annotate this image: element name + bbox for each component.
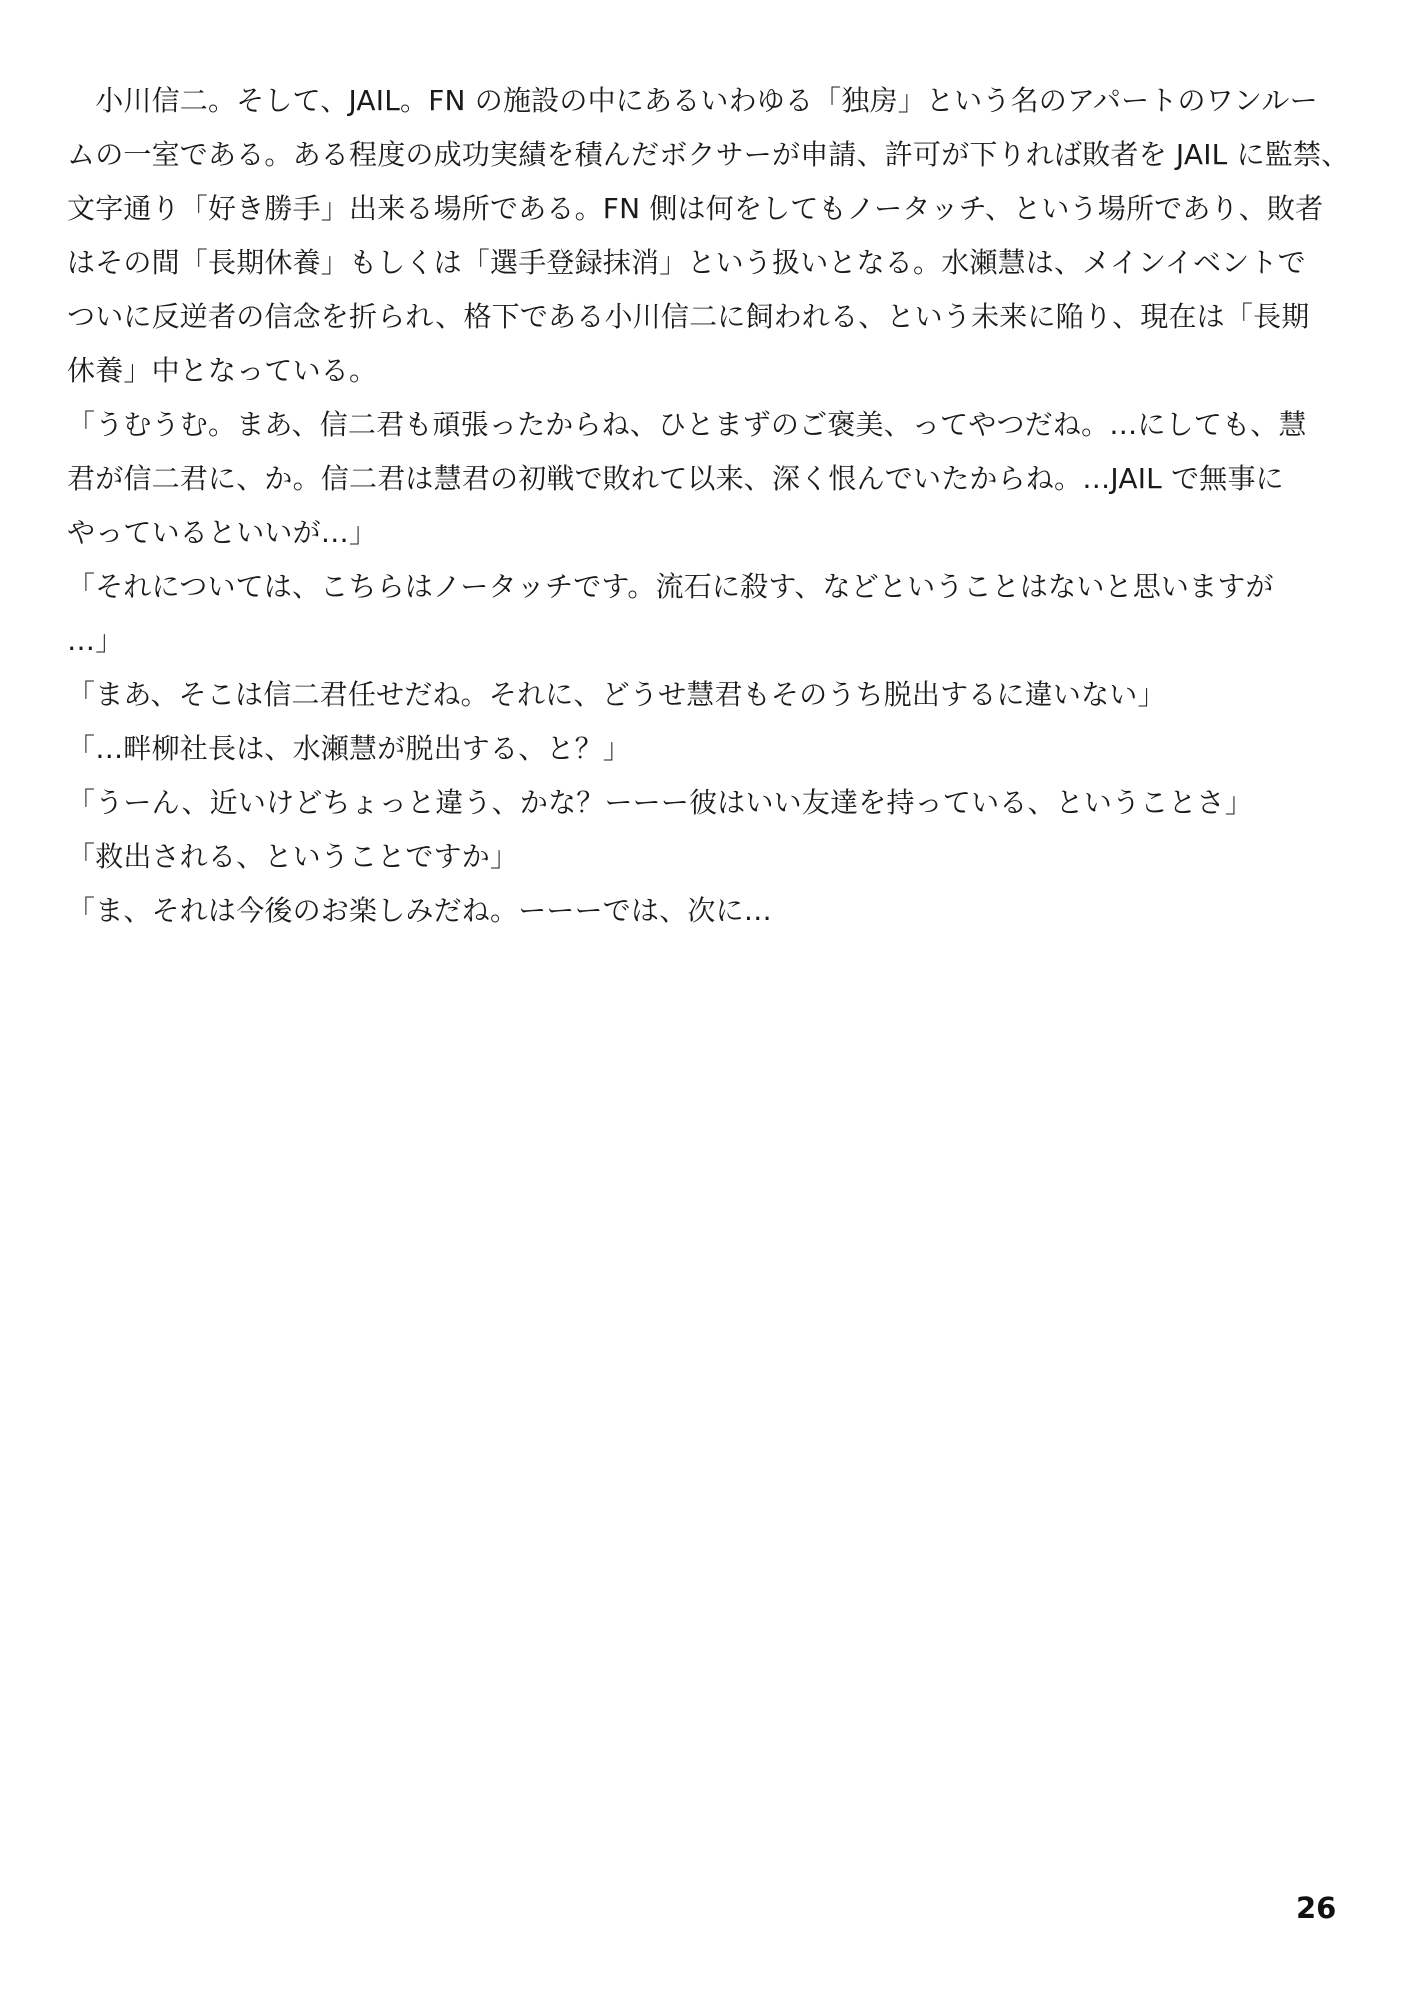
text-line: 「救出される、ということですか」 <box>67 840 519 873</box>
text-line: ムの一室である。ある程度の成功実績を積んだボクサーが申請、許可が下りれば敗者を JAIL に監禁、 <box>67 138 1350 171</box>
text-line: やっているといいが…」 <box>67 516 378 549</box>
text-line: 小川信二。そして、JAIL。FN の施設の中にあるいわゆる「独房」という名のアパートのワンルー <box>67 84 1318 117</box>
text-line: はその間「長期休養」もしくは「選手登録抹消」という扱いとなる。水瀬慧は、メインイベントで <box>67 246 1306 279</box>
text-line: 「それについては、こちらはノータッチです。流石に殺す、などということはないと思いますが <box>67 570 1274 603</box>
text-line: …」 <box>67 624 124 657</box>
text-line: 「まあ、そこは信二君任せだね。それに、どうせ慧君もそのうち脱出するに違いない」 <box>67 678 1166 711</box>
text-line: 「…畔柳社長は、水瀬慧が脱出する、と？」 <box>67 732 632 765</box>
text-body <box>67 74 1357 938</box>
text-line: 「ま、それは今後のお楽しみだね。ーーーでは、次に… <box>67 894 773 927</box>
text-line: 「うーん、近いけどちょっと違う、かな？ーーー彼はいい友達を持っている、ということさ」 <box>67 786 1254 819</box>
text-line: 君が信二君に、か。信二君は慧君の初戦で敗れて以来、深く恨んでいたからね。…JAIL で無事に <box>67 462 1284 495</box>
text-line: ついに反逆者の信念を折られ、格下である小川信二に飼われる、という未来に陥り、現在は「長期 <box>67 300 1310 333</box>
text-line: 「うむうむ。まあ、信二君も頑張ったからね、ひとまずのご褒美、ってやつだね。…にしても、慧 <box>67 408 1307 441</box>
text-line: 文字通り「好き勝手」出来る場所である。FN 側は何をしてもノータッチ、という場所であり、敗者 <box>67 192 1324 225</box>
text-line: 休養」中となっている。 <box>67 354 378 387</box>
page-number: 26 <box>1296 1891 1337 1925</box>
